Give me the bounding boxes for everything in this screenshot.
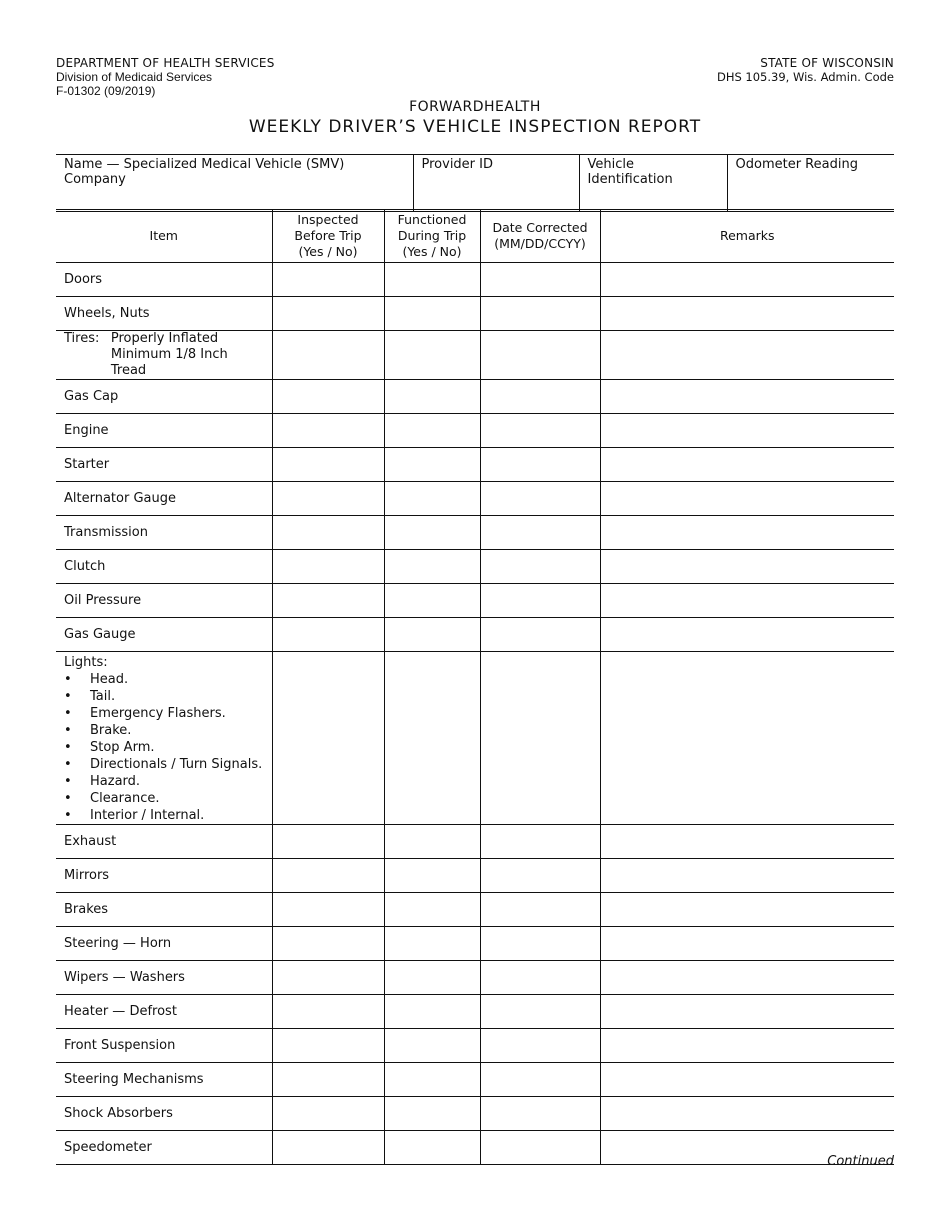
remarks-cell[interactable] <box>600 652 894 825</box>
inspected-cell[interactable] <box>272 297 384 331</box>
date-corrected-cell[interactable] <box>480 1063 600 1097</box>
item-cell: Alternator Gauge <box>56 482 272 516</box>
info-fields-table <box>56 154 894 212</box>
lights-bullet-item: • Head. <box>64 671 264 688</box>
inspected-cell[interactable] <box>272 825 384 859</box>
form-number: F-01302 (09/2019) <box>56 84 156 98</box>
item-cell: Steering Mechanisms <box>56 1063 272 1097</box>
functioned-cell[interactable] <box>384 652 480 825</box>
col-header-inspected: Inspected Before Trip (Yes / No) <box>272 210 384 263</box>
col-header-functioned: Functioned During Trip (Yes / No) <box>384 210 480 263</box>
inspected-cell[interactable] <box>272 859 384 893</box>
company-name-field[interactable] <box>56 155 413 212</box>
item-cell: Gas Gauge <box>56 618 272 652</box>
item-cell: Oil Pressure <box>56 584 272 618</box>
date-corrected-cell[interactable] <box>480 380 600 414</box>
functioned-cell[interactable] <box>384 1131 480 1165</box>
table-row <box>56 995 894 1029</box>
table-row <box>56 1029 894 1063</box>
title-block <box>56 98 894 138</box>
date-corrected-cell[interactable] <box>480 448 600 482</box>
inspected-cell[interactable] <box>272 1029 384 1063</box>
item-cell: Wipers — Washers <box>56 961 272 995</box>
odometer-field[interactable] <box>727 155 894 212</box>
header-left <box>56 56 275 98</box>
inspected-cell[interactable] <box>272 995 384 1029</box>
date-corrected-cell[interactable] <box>480 1097 600 1131</box>
table-row <box>56 448 894 482</box>
table-row <box>56 414 894 448</box>
date-corrected-cell[interactable] <box>480 550 600 584</box>
provider-id-field[interactable] <box>413 155 579 212</box>
functioned-cell[interactable] <box>384 1097 480 1131</box>
table-row <box>56 618 894 652</box>
item-cell: Brakes <box>56 893 272 927</box>
date-corrected-cell[interactable] <box>480 893 600 927</box>
date-corrected-cell[interactable] <box>480 1029 600 1063</box>
inspected-cell[interactable] <box>272 448 384 482</box>
remarks-cell[interactable] <box>600 961 894 995</box>
date-corrected-cell[interactable] <box>480 414 600 448</box>
col-header-remarks: Remarks <box>600 210 894 263</box>
item-cell: Shock Absorbers <box>56 1097 272 1131</box>
table-row <box>56 1097 894 1131</box>
inspected-cell[interactable] <box>272 414 384 448</box>
functioned-cell[interactable] <box>384 859 480 893</box>
item-cell: Transmission <box>56 516 272 550</box>
date-corrected-cell[interactable] <box>480 1131 600 1165</box>
functioned-cell[interactable] <box>384 618 480 652</box>
remarks-cell[interactable] <box>600 995 894 1029</box>
date-corrected-cell[interactable] <box>480 825 600 859</box>
table-row <box>56 893 894 927</box>
item-cell: Front Suspension <box>56 1029 272 1063</box>
item-cell <box>56 652 272 825</box>
inspected-cell[interactable] <box>272 482 384 516</box>
inspected-cell[interactable] <box>272 652 384 825</box>
tires-line: Properly Inflated <box>110 331 219 346</box>
functioned-cell[interactable] <box>384 1063 480 1097</box>
provider-id-label: Provider ID <box>421 157 493 172</box>
inspected-cell[interactable] <box>272 263 384 297</box>
item-cell: Wheels, Nuts <box>56 297 272 331</box>
functioned-cell[interactable] <box>384 263 480 297</box>
date-corrected-cell[interactable] <box>480 652 600 825</box>
inspected-cell[interactable] <box>272 550 384 584</box>
functioned-cell[interactable] <box>384 825 480 859</box>
functioned-cell[interactable] <box>384 448 480 482</box>
remarks-cell[interactable] <box>600 331 894 380</box>
date-corrected-cell[interactable] <box>480 516 600 550</box>
date-corrected-cell[interactable] <box>480 961 600 995</box>
item-cell: Gas Cap <box>56 380 272 414</box>
table-row <box>56 584 894 618</box>
remarks-cell[interactable] <box>600 380 894 414</box>
date-corrected-cell[interactable] <box>480 584 600 618</box>
inspected-cell[interactable] <box>272 331 384 380</box>
remarks-cell[interactable] <box>600 893 894 927</box>
date-corrected-cell[interactable] <box>480 263 600 297</box>
remarks-cell[interactable] <box>600 825 894 859</box>
date-corrected-cell[interactable] <box>480 859 600 893</box>
lights-bullet-item: • Clearance. <box>64 790 264 807</box>
functioned-cell[interactable] <box>384 927 480 961</box>
lights-bullet-item: • Stop Arm. <box>64 739 264 756</box>
date-corrected-cell[interactable] <box>480 995 600 1029</box>
remarks-cell[interactable] <box>600 618 894 652</box>
inspected-cell[interactable] <box>272 618 384 652</box>
remarks-cell[interactable] <box>600 859 894 893</box>
date-corrected-cell[interactable] <box>480 482 600 516</box>
inspected-cell[interactable] <box>272 1097 384 1131</box>
table-row <box>56 927 894 961</box>
item-cell: Starter <box>56 448 272 482</box>
remarks-cell[interactable] <box>600 927 894 961</box>
functioned-cell[interactable] <box>384 550 480 584</box>
remarks-cell[interactable] <box>600 414 894 448</box>
functioned-cell[interactable] <box>384 584 480 618</box>
remarks-cell[interactable] <box>600 263 894 297</box>
vehicle-id-field[interactable] <box>579 155 727 212</box>
division-name: Division of Medicaid Services <box>56 70 213 84</box>
state-name: STATE OF WISCONSIN <box>760 56 894 70</box>
lights-bullet-item: • Emergency Flashers. <box>64 705 264 722</box>
functioned-cell[interactable] <box>384 961 480 995</box>
functioned-cell[interactable] <box>384 516 480 550</box>
inspected-cell[interactable] <box>272 380 384 414</box>
department-name: DEPARTMENT OF HEALTH SERVICES <box>56 56 275 70</box>
table-row <box>56 380 894 414</box>
vehicle-id-label: Vehicle Identification <box>587 157 673 187</box>
item-cell: Engine <box>56 414 272 448</box>
functioned-cell[interactable] <box>384 297 480 331</box>
item-cell <box>56 331 272 380</box>
col-header-item: Item <box>56 210 272 263</box>
remarks-cell[interactable] <box>600 482 894 516</box>
inspected-cell[interactable] <box>272 927 384 961</box>
remarks-cell[interactable] <box>600 1097 894 1131</box>
date-corrected-cell[interactable] <box>480 927 600 961</box>
table-row <box>56 825 894 859</box>
functioned-cell[interactable] <box>384 380 480 414</box>
lights-label: Lights: <box>64 655 108 670</box>
table-row <box>56 1063 894 1097</box>
date-corrected-cell[interactable] <box>480 297 600 331</box>
lights-bullet-item: • Interior / Internal. <box>64 807 264 824</box>
inspected-cell[interactable] <box>272 584 384 618</box>
table-row <box>56 961 894 995</box>
table-row <box>56 859 894 893</box>
tires-label: Tires: <box>64 331 100 346</box>
continued-note: Continued <box>827 1154 894 1169</box>
functioned-cell[interactable] <box>384 995 480 1029</box>
page-title: WEEKLY DRIVER’S VEHICLE INSPECTION REPORT <box>248 117 702 137</box>
remarks-cell[interactable] <box>600 1029 894 1063</box>
lights-bullet-item: • Directionals / Turn Signals. <box>64 756 264 773</box>
item-cell: Heater — Defrost <box>56 995 272 1029</box>
inspected-cell[interactable] <box>272 893 384 927</box>
remarks-cell[interactable] <box>600 448 894 482</box>
table-row <box>56 652 894 825</box>
inspected-cell[interactable] <box>272 1131 384 1165</box>
table-row <box>56 550 894 584</box>
lights-bullet-item: • Tail. <box>64 688 264 705</box>
item-cell: Clutch <box>56 550 272 584</box>
table-row <box>56 263 894 297</box>
tires-line: Minimum 1/8 Inch Tread <box>110 347 228 378</box>
table-row <box>56 297 894 331</box>
table-row <box>56 482 894 516</box>
remarks-cell[interactable] <box>600 516 894 550</box>
remarks-cell[interactable] <box>600 584 894 618</box>
item-cell: Steering — Horn <box>56 927 272 961</box>
item-cell: Doors <box>56 263 272 297</box>
table-header-row <box>56 210 894 263</box>
inspected-cell[interactable] <box>272 1063 384 1097</box>
odometer-label: Odometer Reading <box>735 157 858 172</box>
item-cell: Exhaust <box>56 825 272 859</box>
functioned-cell[interactable] <box>384 893 480 927</box>
functioned-cell[interactable] <box>384 414 480 448</box>
table-row <box>56 516 894 550</box>
table-row <box>56 331 894 380</box>
remarks-cell[interactable] <box>600 550 894 584</box>
functioned-cell[interactable] <box>384 331 480 380</box>
inspected-cell[interactable] <box>272 516 384 550</box>
date-corrected-cell[interactable] <box>480 618 600 652</box>
lights-bullet-item: • Brake. <box>64 722 264 739</box>
item-cell: Speedometer <box>56 1131 272 1165</box>
item-cell: Mirrors <box>56 859 272 893</box>
company-name-label: Name — Specialized Medical Vehicle (SMV) Company <box>64 157 345 187</box>
admin-code: DHS 105.39, Wis. Admin. Code <box>716 70 894 84</box>
brand-title: FORWARDHEALTH <box>409 99 541 115</box>
remarks-cell[interactable] <box>600 1063 894 1097</box>
functioned-cell[interactable] <box>384 1029 480 1063</box>
col-header-date-corrected: Date Corrected (MM/DD/CCYY) <box>480 210 600 263</box>
table-row <box>56 1131 894 1165</box>
lights-list <box>64 671 264 824</box>
lights-bullet-item: • Hazard. <box>64 773 264 790</box>
header-right <box>717 56 894 84</box>
functioned-cell[interactable] <box>384 482 480 516</box>
inspection-table <box>56 209 894 1165</box>
inspected-cell[interactable] <box>272 961 384 995</box>
date-corrected-cell[interactable] <box>480 331 600 380</box>
remarks-cell[interactable] <box>600 297 894 331</box>
